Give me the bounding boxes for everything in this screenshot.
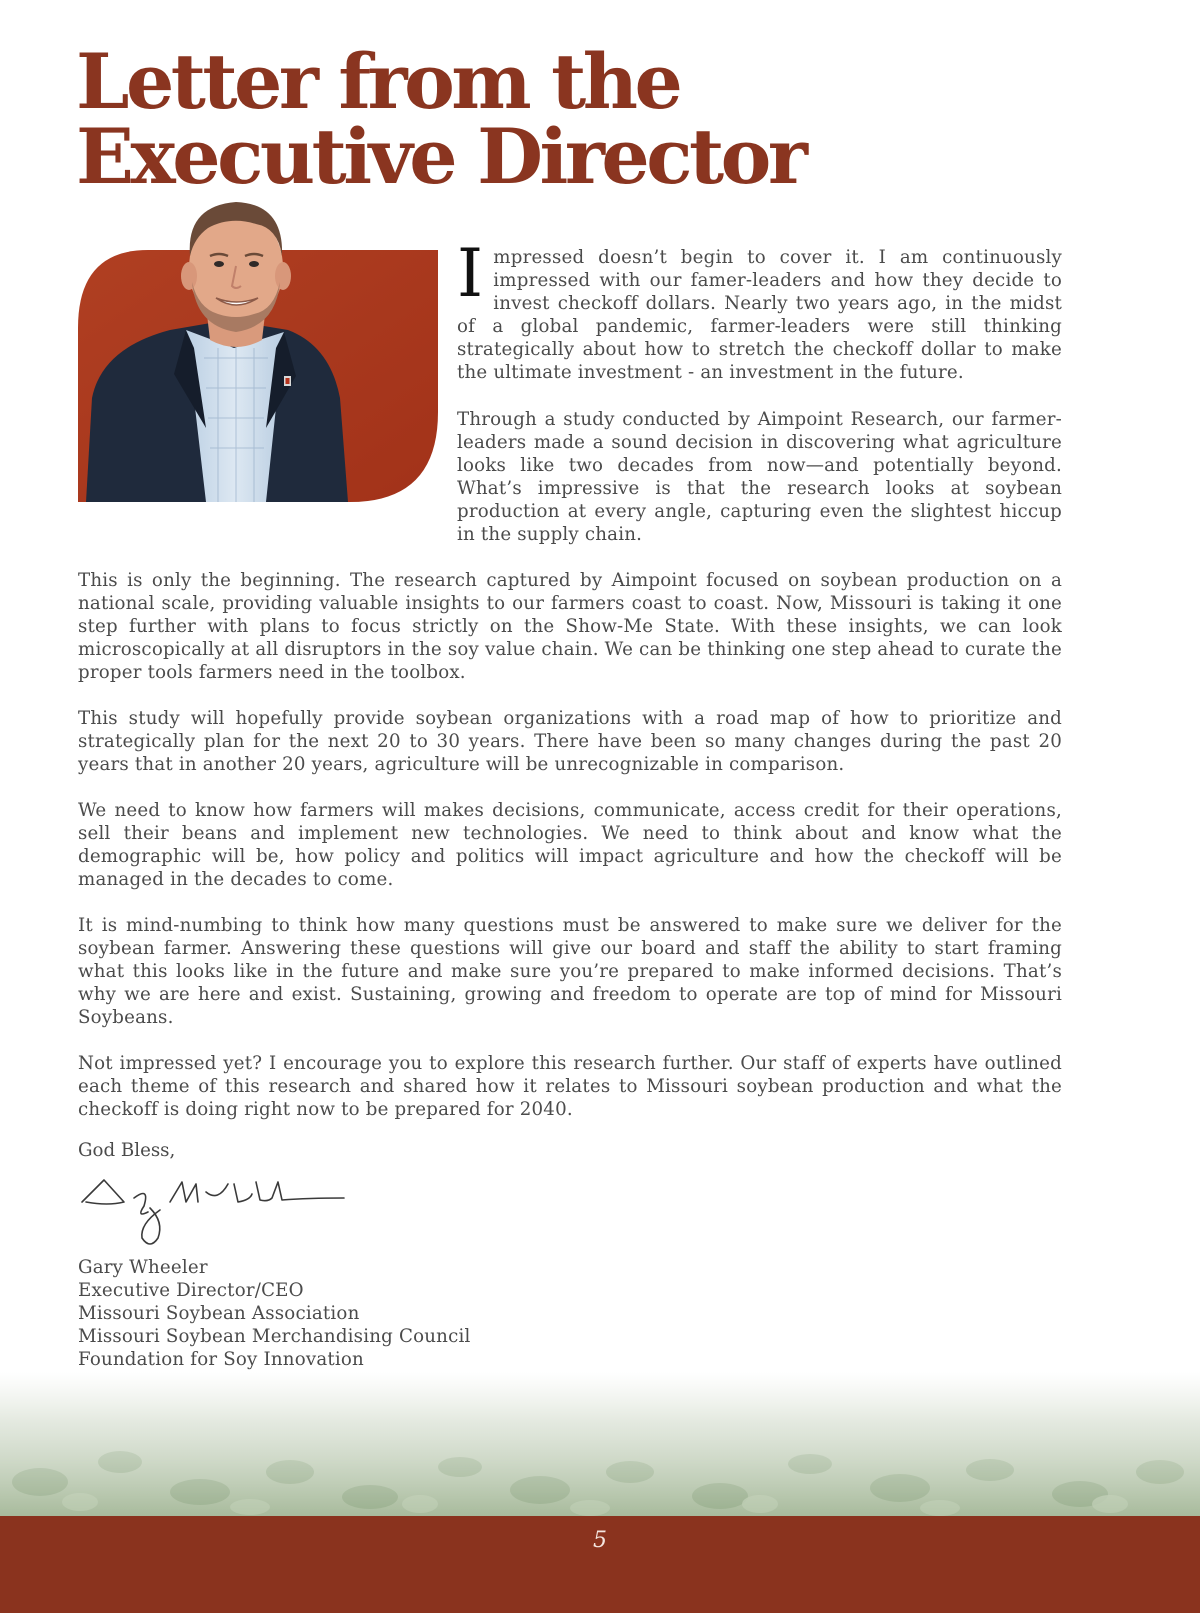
handwritten-signature (78, 1172, 348, 1252)
closing-salutation: God Bless, (78, 1140, 176, 1161)
signer-org-1: Missouri Soybean Association (78, 1303, 360, 1324)
page-title (76, 37, 976, 201)
paragraph-1 (457, 235, 1062, 384)
letter-body (78, 569, 1062, 1144)
paragraph-3: This is only the beginning. The research captured by Aimpoint focused on soybean production on a national scale, providing valuable insights to our farmers coast to coast. Now, Missouri is taking it one step further with plans to focus strictly on the Show-Me State. With these insights, we can look microscopically at all disruptors in the soy value chain. We can be thinking one step ahead to curate the proper tools farmers need in the toolbox. (78, 570, 1062, 683)
paragraph-5: We need to know how farmers will makes decisions, communicate, access credit for their operations, sell their beans and implement new technologies. We need to think about and know what the demographic will be, how policy and politics will impact agriculture and how the checkoff will be managed in the decades to come. (78, 800, 1062, 890)
paragraph-2: Through a study conducted by Aimpoint Research, our farmer-leaders made a sound decision in discovering what agriculture looks like two decades from now—and potentially beyond. What’s impressive is that the research looks at soybean production at every angle, capturing even the slightest hiccup in the supply chain. (457, 409, 1062, 545)
paragraph-4: This study will hopefully provide soybean organizations with a road map of how to prioritize and strategically plan for the next 20 to 30 years. There have been so many changes during the past 20 years that in another 20 years, agriculture will be unrecognizable in comparison. (78, 708, 1062, 775)
paragraph-7: Not impressed yet? I encourage you to explore this research further. Our staff of experts have outlined each theme of this research and shared how it relates to Missouri soybean production and what the checkoff is doing right now to be prepared for 2040. (78, 1053, 1062, 1120)
title-line-2: Executive Director (76, 112, 805, 201)
paragraph-6: It is mind-numbing to think how many questions must be answered to make sure we deliver for the soybean farmer. Answering these questions will give our board and staff the ability to start framing what this looks like in the future and make sure you’re prepared to make informed decisions. That’s why we are here and exist. Sustaining, growing and freedom to operate are top of mind for Missouri Soybeans. (78, 915, 1062, 1028)
signer-org-3: Foundation for Soy Innovation (78, 1349, 364, 1370)
signer-org-2: Missouri Soybean Merchandising Council (78, 1326, 471, 1347)
signer-name: Gary Wheeler (78, 1257, 208, 1278)
signature-block (78, 1256, 471, 1371)
drop-cap: I (457, 235, 484, 312)
page-number: 5 (593, 1528, 607, 1553)
title-line-1: Letter from the (76, 37, 680, 126)
signer-role: Executive Director/CEO (78, 1280, 304, 1301)
paragraph-1-text: mpressed doesn’t begin to cover it. I am continuously impressed with our famer-leaders and how they decide to invest checkoff dollars. Nearly two years ago, in the midst of a global pandemic, farmer-leaders were still thinking strategically about how to stretch the checkoff dollar to make the ultimate investment - an investment in the future. (457, 247, 1062, 383)
portrait-photo (78, 198, 438, 502)
soybean-field-image (0, 1372, 1200, 1516)
